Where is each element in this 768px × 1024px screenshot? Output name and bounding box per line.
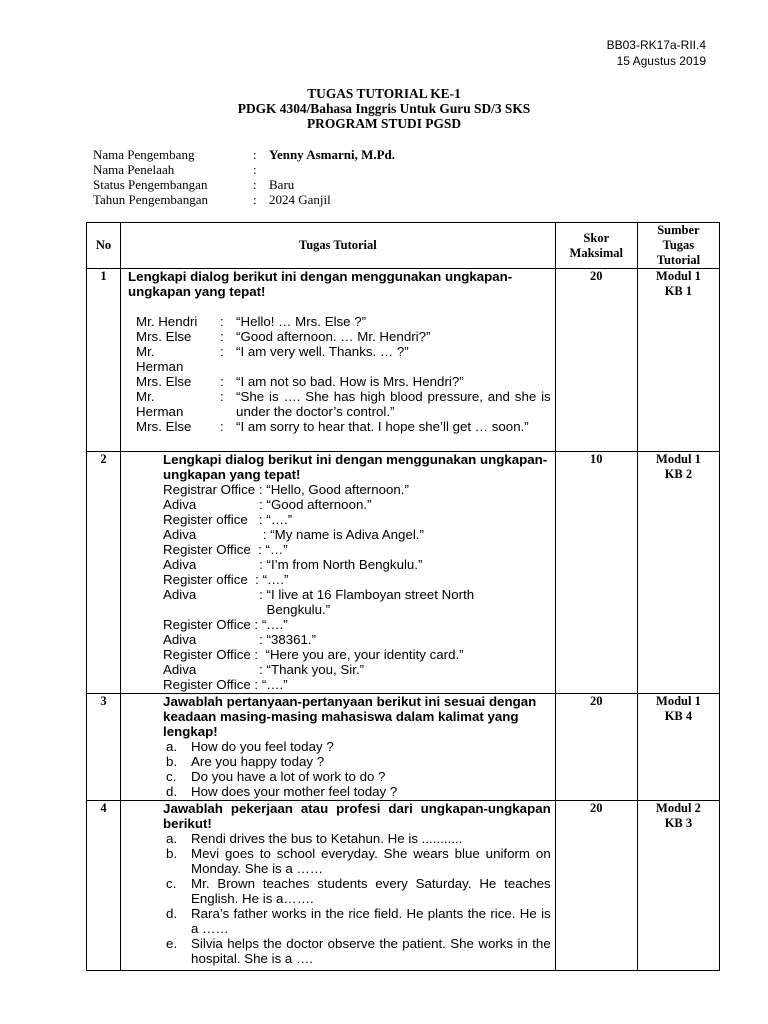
list-item <box>166 846 551 876</box>
task-cell <box>121 452 556 694</box>
item-marker: c. <box>166 876 177 891</box>
title-line-2: PDGK 4304/Bahasa Inggris Untuk Guru SD/3 SKS <box>237 101 531 116</box>
dialog-line <box>136 314 551 329</box>
info-colon: : <box>253 177 257 192</box>
dialog-speaker: Register office : <box>163 512 267 527</box>
dialog-text: “Here you are, your identity card.” <box>265 647 464 662</box>
dialog <box>163 482 551 692</box>
document-code: BB03-RK17a-RII.4 <box>606 38 706 52</box>
dialog-text: “I am not so bad. How is Mrs. Hendri?” <box>236 374 464 389</box>
header-source: Sumber Tugas Tutorial <box>637 223 719 269</box>
dialog-speaker: Mr. Herman <box>136 389 184 419</box>
item-marker: d. <box>166 784 178 799</box>
task-instruction: Jawablah pekerjaan atau profesi dari ungkapan-ungkapan berikut! <box>163 801 551 831</box>
item-marker: c. <box>166 769 177 784</box>
list-item <box>166 784 551 799</box>
dialog-speaker: Mr. Hendri <box>136 314 198 329</box>
document-date: 15 Agustus 2019 <box>616 54 706 68</box>
dialog-text: “….” <box>261 617 288 632</box>
dialog-text: “38361.” <box>266 632 317 647</box>
item-text: Silvia helps the doctor observe the patient. She works in the hospital. She is a …. <box>191 936 551 966</box>
dialog-line <box>163 482 551 497</box>
item-text: Do you have a lot of work to do ? <box>191 769 386 784</box>
item-text: Rara’s father works in the rice field. He plants the rice. He is a …… <box>191 906 551 936</box>
table-row <box>87 452 720 694</box>
task-cell <box>121 269 556 452</box>
row-number: 3 <box>87 694 121 801</box>
dialog-speaker: Register Office : <box>163 647 266 662</box>
dialog-line <box>136 419 551 434</box>
info-colon: : <box>253 192 257 207</box>
info-row-status <box>93 177 395 192</box>
info-row-reviewer <box>93 162 395 177</box>
dialog-line <box>136 389 551 419</box>
item-text: Are you happy today ? <box>191 754 325 769</box>
source-module: Modul 1 <box>656 452 701 466</box>
item-text: How do you feel today ? <box>191 739 334 754</box>
header-no: No <box>87 223 121 269</box>
info-label: Nama Penelaah <box>93 162 175 177</box>
list-item <box>166 876 551 906</box>
dialog-colon: : <box>220 389 224 404</box>
dialog-line <box>136 344 551 374</box>
info-label: Status Pengembangan <box>93 177 208 192</box>
max-score: 20 <box>555 694 637 801</box>
list-item <box>166 831 551 846</box>
dialog-line <box>163 647 551 662</box>
item-text: Mevi goes to school everyday. She wears blue uniform on Monday. She is a …… <box>191 846 551 876</box>
row-number: 4 <box>87 801 121 971</box>
dialog-text: “I live at 16 Flamboyan street North Bengkulu.” <box>266 587 475 617</box>
row-number: 2 <box>87 452 121 694</box>
source-kb: KB 2 <box>664 467 693 481</box>
dialog-speaker: Register Office : <box>163 542 266 557</box>
task-source <box>637 452 719 694</box>
dialog-line <box>163 617 551 632</box>
list-item <box>166 936 551 966</box>
header-task: Tugas Tutorial <box>121 223 556 269</box>
dialog <box>136 314 551 434</box>
task-source <box>637 801 719 971</box>
dialog-line <box>163 662 551 677</box>
dialog-speaker: Mr. Herman <box>136 344 184 374</box>
dialog-line <box>163 497 551 512</box>
info-label: Nama Pengembang <box>93 147 195 162</box>
dialog-text: “Good afternoon. … Mr. Hendri?” <box>236 329 431 344</box>
dialog-line <box>163 557 551 572</box>
dialog-line <box>163 587 551 617</box>
dialog-text: “….” <box>262 572 289 587</box>
info-value: Yenny Asmarni, M.Pd. <box>269 147 396 162</box>
task-instruction: Jawablah pertanyaan-pertanyaan berikut ini sesuai dengan keadaan masing-masing mahasiswa dalam kalimat yang lengkap! <box>163 694 537 739</box>
source-module: Modul 2 <box>656 801 701 815</box>
dialog-speaker: Register office : <box>163 572 263 587</box>
source-module: Modul 1 <box>656 694 701 708</box>
task-source <box>637 269 719 452</box>
dialog-line <box>136 374 551 389</box>
source-kb: KB 4 <box>664 709 693 723</box>
dialog-colon: : <box>220 314 224 329</box>
question-list <box>163 831 551 966</box>
dialog-colon: : <box>220 419 224 434</box>
document-reference <box>607 37 706 69</box>
dialog-line <box>163 632 551 647</box>
dialog-colon: : <box>220 374 224 389</box>
dialog-colon: : <box>220 329 224 344</box>
list-item <box>166 769 551 784</box>
item-text: Mr. Brown teaches students every Saturday. He teaches English. He is a……. <box>191 876 551 906</box>
max-score: 20 <box>555 801 637 971</box>
dialog-text: “I am very well. Thanks. … ?” <box>236 344 409 359</box>
info-value: 2024 Ganjil <box>269 192 331 207</box>
dialog-text: “Good afternoon.” <box>266 497 372 512</box>
dialog-line <box>136 329 551 344</box>
info-row-developer <box>93 147 395 162</box>
info-colon: : <box>253 147 257 162</box>
dialog-text: “I am sorry to hear that. I hope she’ll get … soon.” <box>236 419 529 434</box>
list-item <box>166 906 551 936</box>
list-item <box>166 754 551 769</box>
item-marker: d. <box>166 906 178 921</box>
dialog-text: “Hello, Good afternoon.” <box>266 482 409 497</box>
dialog-text: “I’m from North Bengkulu.” <box>266 557 423 572</box>
item-marker: b. <box>166 846 178 861</box>
task-cell <box>121 801 556 971</box>
source-module: Modul 1 <box>656 269 701 283</box>
item-marker: a. <box>166 739 178 754</box>
question-list <box>163 739 551 799</box>
dialog-line <box>163 572 551 587</box>
dialog-speaker: Adiva : <box>163 662 267 677</box>
info-colon: : <box>253 162 257 177</box>
dialog-speaker: Adiva : <box>163 527 271 542</box>
task-source <box>637 694 719 801</box>
dialog-line <box>163 527 551 542</box>
title-line-3: PROGRAM STUDI PGSD <box>307 116 461 131</box>
dialog-text: “….” <box>266 512 293 527</box>
document-title-block <box>0 86 768 131</box>
table-row <box>87 801 720 971</box>
dialog-text: “My name is Adiva Angel.” <box>270 527 424 542</box>
list-item <box>166 739 551 754</box>
dialog-speaker: Register Office : <box>163 677 262 692</box>
dialog-speaker: Mrs. Else <box>136 329 192 344</box>
dialog-text: “….” <box>261 677 288 692</box>
max-score: 20 <box>555 269 637 452</box>
item-text: Rendi drives the bus to Ketahun. He is ........... <box>191 831 463 846</box>
info-row-year <box>93 192 395 207</box>
title-line-1: TUGAS TUTORIAL KE-1 <box>307 86 461 101</box>
table-header-row <box>87 223 720 269</box>
dialog-line <box>163 677 551 692</box>
dialog-speaker: Mrs. Else <box>136 374 192 389</box>
max-score: 10 <box>555 452 637 694</box>
dialog-speaker: Adiva : <box>163 557 267 572</box>
dialog-line <box>163 512 551 527</box>
tutorial-task-table <box>86 222 720 971</box>
header-score: Skor Maksimal <box>555 223 637 269</box>
dialog-speaker: Adiva : <box>163 497 267 512</box>
task-cell <box>121 694 556 801</box>
dialog-text: “She is …. She has high blood pressure, and she is under the doctor’s control.” <box>236 389 551 419</box>
dialog-speaker: Mrs. Else <box>136 419 192 434</box>
dialog-speaker: Adiva : <box>163 587 267 602</box>
dialog-speaker: Adiva : <box>163 632 267 647</box>
item-text: How does your mother feel today ? <box>191 784 398 799</box>
dialog-text: “Hello! … Mrs. Else ?” <box>236 314 367 329</box>
task-instruction: Lengkapi dialog berikut ini dengan menggunakan ungkapan-ungkapan yang tepat! <box>163 452 548 482</box>
source-kb: KB 1 <box>664 284 693 298</box>
dialog-line <box>163 542 551 557</box>
item-marker: e. <box>166 936 178 951</box>
task-instruction: Lengkapi dialog berikut ini dengan menggunakan ungkapan-ungkapan yang tepat! <box>128 269 513 299</box>
dialog-speaker: Registrar Office : <box>163 482 267 497</box>
source-kb: KB 3 <box>664 816 693 830</box>
row-number: 1 <box>87 269 121 452</box>
dialog-speaker: Register Office : <box>163 617 262 632</box>
table-row <box>87 269 720 452</box>
info-value: Baru <box>269 177 295 192</box>
developer-info <box>93 147 395 207</box>
item-marker: b. <box>166 754 178 769</box>
item-marker: a. <box>166 831 178 846</box>
table-row <box>87 694 720 801</box>
dialog-text: “Thank you, Sir.” <box>266 662 365 677</box>
dialog-colon: : <box>220 344 224 359</box>
info-label: Tahun Pengembangan <box>93 192 208 207</box>
dialog-text: “…” <box>265 542 288 557</box>
